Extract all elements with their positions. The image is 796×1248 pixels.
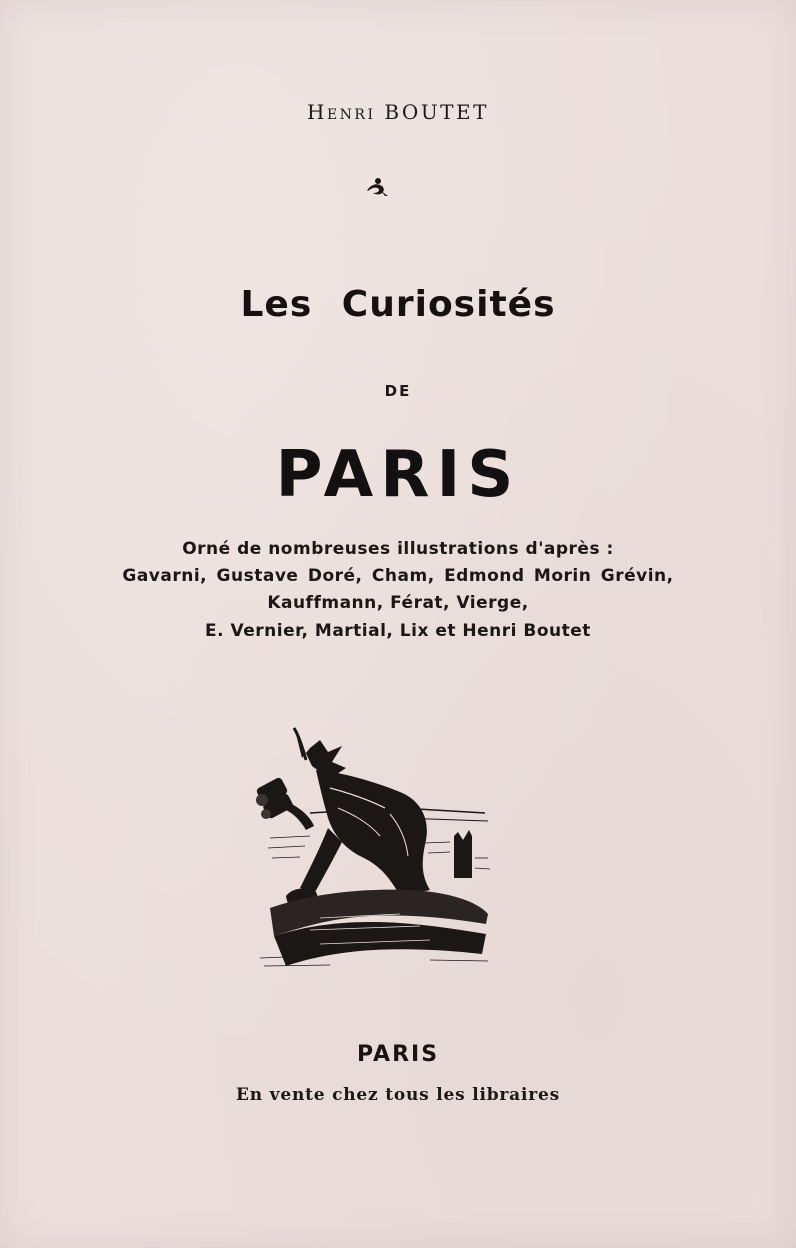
title-city: PARIS (275, 438, 521, 512)
author-name: Henri BOUTET (307, 100, 489, 124)
illustration-credit-line: Kauffmann, Férat, Vierge, (267, 593, 529, 613)
gargoyle-with-binoculars-icon (250, 718, 495, 973)
imprint-place: PARIS (356, 1042, 440, 1067)
title-connector: DE (384, 382, 412, 400)
imprint-note: En vente chez tous les libraires (236, 1085, 560, 1105)
illustration-credit-line: Gavarni, Gustave Doré, Cham, Edmond Morin Grévin, (122, 566, 674, 586)
fleuron-icon (364, 176, 390, 198)
illustration-credit-line: E. Vernier, Martial, Lix et Henri Boutet (205, 621, 591, 641)
illustration-credit-line: Orné de nombreuses illustrations d'après : (182, 539, 614, 559)
book-title: Les Curiosités (240, 284, 556, 325)
